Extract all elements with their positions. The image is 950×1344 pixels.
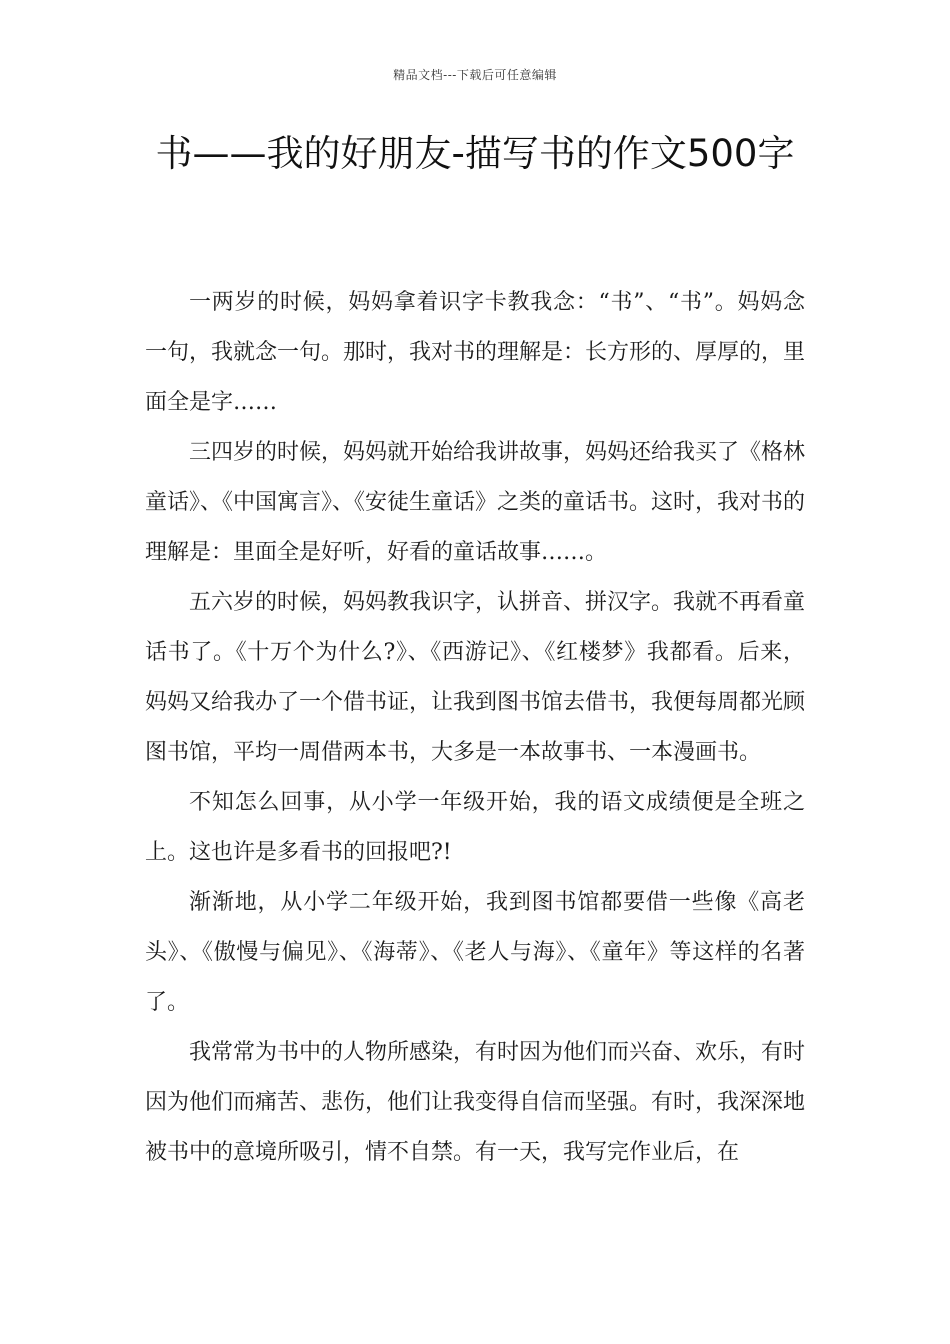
paragraph-3: 五六岁的时候，妈妈教我识字，认拼音、拼汉字。我就不再看童话书了。《十万个为什么?》、《西游记》、《红楼梦》我都看。后来，妈妈又给我办了一个借书证，让我到图书馆去借书，我便每周都光顾图书馆，平均一周借两本书，大多是一本故事书、一本漫画书。 <box>145 590 806 765</box>
paragraph-5: 渐渐地，从小学二年级开始，我到图书馆都要借一些像《高老头》、《傲慢与偏见》、《海蒂》、《老人与海》、《童年》等这样的名著了。 <box>145 890 805 1015</box>
document-body <box>145 278 805 1178</box>
header-note: 精品文档---下载后可任意编辑 <box>393 68 557 82</box>
paragraph-6: 我常常为书中的人物所感染，有时因为他们而兴奋、欢乐，有时因为他们而痛苦、悲伤，他们让我变得自信而坚强。有时，我深深地被书中的意境所吸引，情不自禁。有一天，我写完作业后，在 <box>145 1040 806 1165</box>
document-title: 书——我的好朋友-描写书的作文500字 <box>155 132 795 175</box>
paragraph-2: 三四岁的时候，妈妈就开始给我讲故事，妈妈还给我买了《格林童话》、《中国寓言》、《安徒生童话》之类的童话书。这时，我对书的理解是：里面全是好听，好看的童话故事……。 <box>145 440 806 565</box>
paragraph-1: 一两岁的时候，妈妈拿着识字卡教我念：“书”、“书”。妈妈念一句，我就念一句。那时，我对书的理解是：长方形的、厚厚的，里面全是字…… <box>145 290 806 415</box>
paragraph-4: 不知怎么回事，从小学一年级开始，我的语文成绩便是全班之上。这也许是多看书的回报吧?! <box>145 790 805 865</box>
